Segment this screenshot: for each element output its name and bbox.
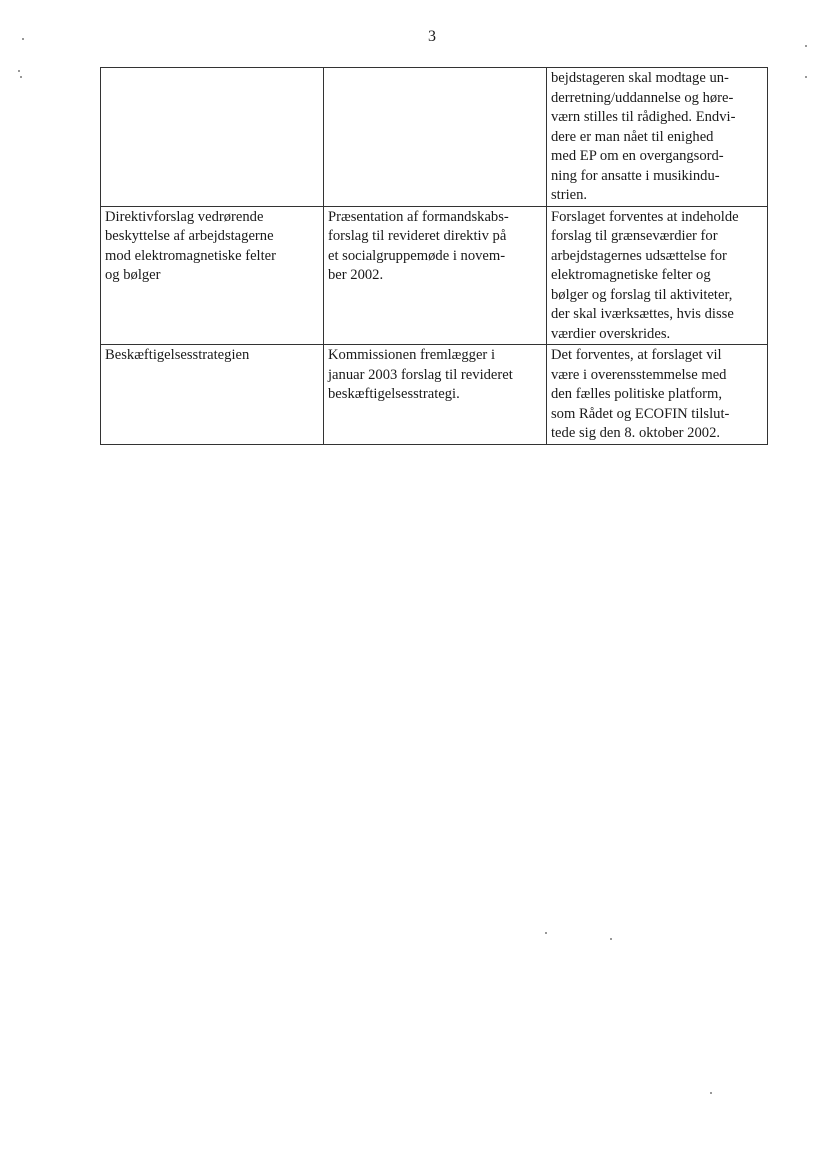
cell-text-line: ning for ansatte i musikindu- <box>551 167 720 184</box>
cell-text-line: og bølger <box>105 267 161 283</box>
cell-text-line: Det forventes, at forslaget vil <box>551 347 722 363</box>
scan-speck <box>20 76 22 78</box>
table-cell-1 <box>101 68 324 207</box>
cell-text-line: Præsentation af formandskabs- <box>328 208 509 225</box>
scan-speck <box>710 1092 712 1094</box>
cell-text-line: forslag til revideret direktiv på <box>328 228 507 244</box>
cell-text-line: strien. <box>551 187 588 203</box>
cell-text-line: den fælles politiske platform, <box>551 386 723 402</box>
table-cell-2 <box>324 206 547 345</box>
cell-text-line: værdier overskrides. <box>551 325 671 342</box>
cell-text-line: tede sig den 8. oktober 2002. <box>551 425 721 441</box>
table-cell-2 <box>324 68 547 207</box>
cell-text-line: januar 2003 forslag til revideret <box>328 366 513 383</box>
table-row <box>101 68 768 207</box>
cell-text-line: værn stilles til rådighed. Endvi- <box>551 109 736 125</box>
cell-text-line: forslag til grænseværdier for <box>551 228 718 244</box>
cell-text-line: beskyttelse af arbejdstagerne <box>105 228 274 244</box>
cell-text-line: dere er man nået til enighed <box>551 128 714 145</box>
scan-speck <box>18 70 20 72</box>
scan-speck <box>22 38 24 40</box>
table-body <box>101 68 768 445</box>
scan-speck <box>805 45 807 47</box>
table-cell-3 <box>547 345 768 445</box>
cell-text-line: være i overensstemmelse med <box>551 366 727 383</box>
table-cell-1 <box>101 206 324 345</box>
cell-text-line: Beskæftigelsesstrategien <box>105 347 250 363</box>
cell-text-line: der skal iværksættes, hvis disse <box>551 306 734 322</box>
table-cell-2 <box>324 345 547 445</box>
cell-text-line: Forslaget forventes at indeholde <box>551 208 739 225</box>
cell-text-line: Kommissionen fremlægger i <box>328 347 495 363</box>
cell-text-line: et socialgruppemøde i novem- <box>328 247 506 264</box>
cell-text-line: Direktivforslag vedrørende <box>105 208 264 225</box>
scan-speck <box>805 76 807 78</box>
table-cell-3 <box>547 206 768 345</box>
scan-speck <box>610 938 612 940</box>
cell-text-line: mod elektromagnetiske felter <box>105 247 277 264</box>
cell-text-line: beskæftigelsesstrategi. <box>328 386 460 402</box>
cell-text-line: derretning/uddannelse og høre- <box>551 89 734 106</box>
cell-text-line: elektromagnetiske felter og <box>551 267 711 283</box>
cell-text-line: arbejdstagernes udsættelse for <box>551 247 727 264</box>
cell-text-line: bølger og forslag til aktiviteter, <box>551 286 733 303</box>
page-number: 3 <box>428 28 436 45</box>
table-row <box>101 345 768 445</box>
document-table <box>100 67 768 445</box>
cell-text-line: ber 2002. <box>328 267 384 283</box>
cell-text-line: bejdstageren skal modtage un- <box>551 70 729 86</box>
table-cell-3 <box>547 68 768 207</box>
cell-text-line: med EP om en overgangsord- <box>551 148 724 164</box>
table-cell-1 <box>101 345 324 445</box>
table-row <box>101 206 768 345</box>
scan-speck <box>545 932 547 934</box>
cell-text-line: som Rådet og ECOFIN tilslut- <box>551 405 730 422</box>
